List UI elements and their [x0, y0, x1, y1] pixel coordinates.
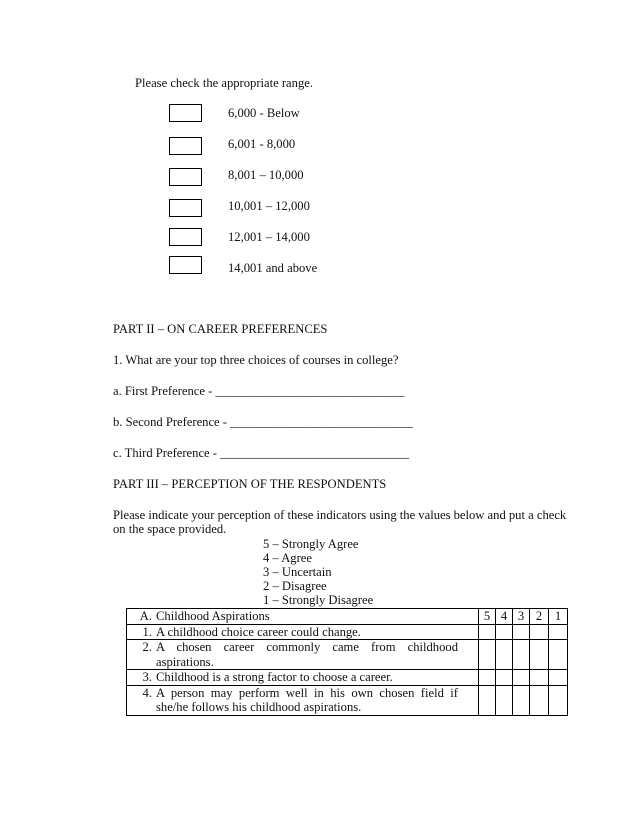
range-label: 8,001 – 10,000: [228, 168, 304, 182]
rating-cell-2[interactable]: [530, 670, 549, 686]
indicator-text: A person may perform well in his own chosen field if: [156, 685, 458, 700]
indicator-number: 4.: [142, 685, 152, 700]
rating-cell-5[interactable]: [479, 640, 496, 670]
rating-cell-5[interactable]: [479, 624, 496, 640]
checkbox-range-2[interactable]: [169, 137, 202, 155]
rating-cell-3[interactable]: [513, 670, 530, 686]
table-row: [127, 685, 568, 715]
column-header: 2: [530, 609, 549, 625]
part3-instruction-line1: Please indicate your perception of these indicators using the values below and put a check: [113, 508, 567, 522]
scale-item: 5 – Strongly Agree: [263, 537, 359, 551]
scale-item: 3 – Uncertain: [263, 565, 332, 579]
first-preference-blank[interactable]: ______________________________: [215, 384, 405, 398]
indicator-number: 3.: [142, 670, 152, 684]
table-row: [127, 670, 568, 686]
part3-instruction-line2: on the space provided.: [113, 522, 227, 536]
rating-cell-1[interactable]: [549, 685, 568, 715]
income-prompt: Please check the appropriate range.: [135, 76, 313, 90]
second-preference-row: [113, 415, 413, 429]
indicator-table: [126, 608, 568, 716]
second-preference-blank[interactable]: _____________________________: [230, 415, 413, 429]
rating-cell-2[interactable]: [530, 685, 549, 715]
checkbox-range-1[interactable]: [169, 104, 202, 122]
second-preference-label: b. Second Preference -: [113, 415, 231, 429]
part2-heading: PART II – ON CAREER PREFERENCES: [113, 322, 328, 336]
range-label: 6,000 - Below: [228, 106, 300, 120]
rating-cell-5[interactable]: [479, 685, 496, 715]
part2-question: 1. What are your top three choices of courses in college?: [113, 353, 399, 367]
rating-cell-4[interactable]: [496, 670, 513, 686]
rating-cell-1[interactable]: [549, 624, 568, 640]
table-row: [127, 624, 568, 640]
scale-item: 1 – Strongly Disagree: [263, 593, 374, 607]
checkbox-range-3[interactable]: [169, 168, 202, 186]
table-header-label-cell: [127, 609, 479, 625]
rating-cell-3[interactable]: [513, 685, 530, 715]
header-label: Childhood Aspirations: [156, 609, 270, 623]
range-label: 6,001 - 8,000: [228, 137, 296, 151]
column-header: 1: [549, 609, 568, 625]
indicator-text-cont: she/he follows his childhood aspirations.: [156, 700, 362, 714]
rating-cell-4[interactable]: [496, 624, 513, 640]
rating-cell-4[interactable]: [496, 685, 513, 715]
range-label: 10,001 – 12,000: [228, 199, 310, 213]
scale-item: 4 – Agree: [263, 551, 312, 565]
column-header: 3: [513, 609, 530, 625]
rating-cell-3[interactable]: [513, 640, 530, 670]
column-header: 5: [479, 609, 496, 625]
rating-cell-5[interactable]: [479, 670, 496, 686]
third-preference-label: c. Third Preference -: [113, 446, 221, 460]
rating-cell-1[interactable]: [549, 670, 568, 686]
indicator-cell: [127, 670, 479, 686]
indicator-text: Childhood is a strong factor to choose a career.: [156, 670, 393, 684]
rating-cell-3[interactable]: [513, 624, 530, 640]
indicator-cell: [127, 640, 479, 670]
indicator-text-cont: aspirations.: [156, 654, 214, 669]
rating-cell-1[interactable]: [549, 640, 568, 670]
rating-cell-4[interactable]: [496, 640, 513, 670]
checkbox-range-6[interactable]: [169, 256, 202, 274]
table-header-row: [127, 609, 568, 625]
third-preference-blank[interactable]: ______________________________: [220, 446, 410, 460]
third-preference-row: [113, 446, 409, 460]
indicator-number: 2.: [142, 640, 152, 654]
indicator-cell: [127, 624, 479, 640]
indicator-cell: [127, 685, 479, 715]
scale-item: 2 – Disagree: [263, 579, 327, 593]
rating-cell-2[interactable]: [530, 624, 549, 640]
part3-heading: PART III – PERCEPTION OF THE RESPONDENTS: [113, 477, 387, 491]
header-letter: A.: [139, 609, 152, 623]
table-row: [127, 640, 568, 670]
range-label: 14,001 and above: [228, 261, 318, 275]
indicator-text: A childhood choice career could change.: [156, 624, 361, 639]
first-preference-label: a. First Preference -: [113, 384, 216, 398]
first-preference-row: [113, 384, 404, 398]
column-header: 4: [496, 609, 513, 625]
range-label: 12,001 – 14,000: [228, 230, 310, 244]
indicator-number: 1.: [142, 624, 152, 639]
indicator-text: A chosen career commonly came from childhood: [156, 640, 458, 654]
checkbox-range-4[interactable]: [169, 199, 202, 217]
rating-cell-2[interactable]: [530, 640, 549, 670]
checkbox-range-5[interactable]: [169, 228, 202, 246]
